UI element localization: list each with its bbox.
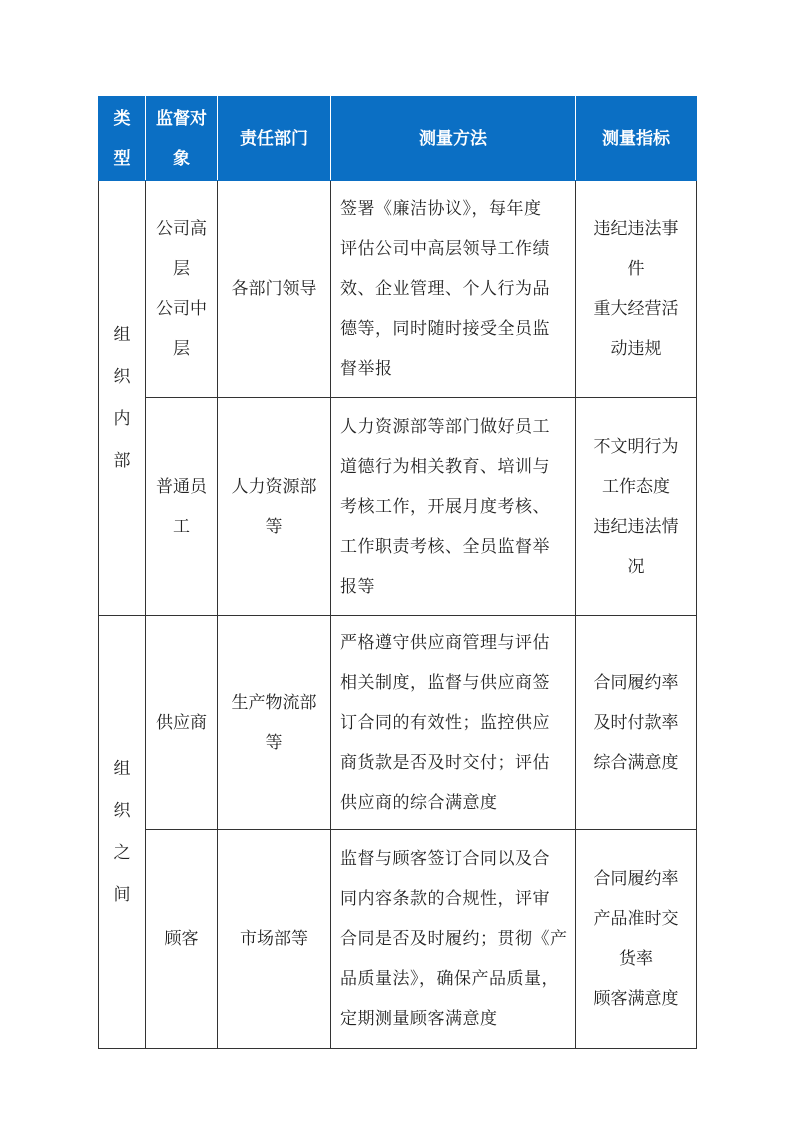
table-row [99, 181, 697, 398]
method-line: 德等，同时随时接受全员监 [340, 319, 550, 339]
object-line: 公司中 [156, 299, 207, 319]
object-line: 公司高 [156, 219, 207, 239]
method-line: 督举报 [340, 359, 393, 379]
object-line: 供应商 [156, 712, 207, 733]
header-object-line: 监督对 [156, 108, 207, 129]
header-method: 测量方法 [331, 97, 576, 181]
department-cell [218, 398, 331, 616]
index-line: 综合满意度 [593, 752, 679, 773]
department-cell [218, 616, 331, 830]
index-line: 况 [627, 556, 645, 577]
method-line: 供应商的综合满意度 [340, 792, 498, 813]
method-line: 报等 [340, 576, 375, 597]
method-cell [331, 830, 576, 1049]
object-line: 顾客 [164, 929, 199, 949]
table-header-row [99, 97, 697, 181]
index-line: 顾客满意度 [593, 989, 679, 1009]
supervision-table [98, 96, 697, 1049]
index-line: 货率 [619, 949, 653, 969]
type-char: 之 [113, 843, 131, 863]
index-line: 违纪违法事 [593, 219, 679, 239]
method-line: 效、企业管理、个人行为品 [340, 279, 550, 299]
type-char: 组 [113, 325, 131, 345]
type-cell-between [99, 616, 146, 1049]
header-object [146, 97, 218, 181]
index-cell [576, 830, 697, 1049]
department-cell: 各部门领导 [218, 181, 331, 398]
index-line: 产品准时交 [593, 909, 679, 929]
object-line: 普通员 [156, 476, 207, 497]
index-cell [576, 398, 697, 616]
method-cell [331, 398, 576, 616]
method-line: 订合同的有效性；监控供应 [340, 712, 550, 733]
header-type-line: 类 [113, 108, 131, 129]
method-line: 定期测量顾客满意度 [340, 1009, 498, 1029]
method-line: 道德行为相关教育、培训与 [340, 456, 550, 477]
type-char: 部 [113, 451, 131, 471]
table-row [99, 616, 697, 830]
type-char: 组 [113, 759, 131, 779]
method-line: 工作职责考核、全员监督举 [340, 536, 550, 557]
index-line: 及时付款率 [593, 712, 679, 733]
index-line: 动违规 [610, 339, 662, 359]
index-cell [576, 616, 697, 830]
department-line: 等 [265, 732, 283, 753]
department-line: 等 [265, 516, 283, 537]
index-line: 工作态度 [602, 476, 670, 497]
object-cell [146, 830, 218, 1049]
method-line: 相关制度，监督与供应商签 [340, 672, 550, 693]
index-line: 不文明行为 [593, 436, 679, 457]
method-line: 签署《廉洁协议》，每年度 [340, 199, 542, 219]
department-cell [218, 830, 331, 1049]
table-row [99, 830, 697, 1049]
method-line: 人力资源部等部门做好员工 [340, 416, 550, 437]
method-line: 严格遵守供应商管理与评估 [340, 632, 550, 653]
department-line: 生产物流部 [231, 692, 317, 713]
header-department: 责任部门 [218, 97, 331, 181]
table-row [99, 398, 697, 616]
method-line: 合同是否及时履约；贯彻《产 [340, 929, 568, 949]
header-index: 测量指标 [576, 97, 697, 181]
method-line: 评估公司中高层领导工作绩 [340, 239, 550, 259]
header-type-line: 型 [113, 148, 131, 169]
index-line: 重大经营活 [593, 299, 679, 319]
method-cell [331, 181, 576, 398]
method-line: 商货款是否及时交付；评估 [340, 752, 550, 773]
object-line: 工 [173, 516, 190, 537]
object-line: 层 [173, 339, 190, 359]
index-line: 合同履约率 [593, 869, 679, 889]
method-line: 监督与顾客签订合同以及合 [340, 849, 550, 869]
type-char: 织 [113, 801, 131, 821]
index-line: 件 [627, 259, 645, 279]
method-line: 品质量法》，确保产品质量， [340, 969, 559, 989]
object-cell [146, 181, 218, 398]
type-char: 织 [113, 367, 131, 387]
type-char: 间 [113, 885, 131, 905]
header-type [99, 97, 146, 181]
type-cell-internal [99, 181, 146, 616]
header-object-line: 象 [173, 148, 190, 169]
department-line: 市场部等 [240, 929, 308, 949]
object-cell [146, 616, 218, 830]
object-line: 层 [173, 259, 190, 279]
method-line: 考核工作，开展月度考核、 [340, 496, 550, 517]
department-line: 人力资源部 [231, 476, 317, 497]
index-line: 违纪违法情 [593, 516, 679, 537]
method-cell [331, 616, 576, 830]
type-char: 内 [113, 409, 131, 429]
index-line: 合同履约率 [593, 672, 679, 693]
index-cell [576, 181, 697, 398]
method-line: 同内容条款的合规性，评审 [340, 889, 550, 909]
object-cell [146, 398, 218, 616]
